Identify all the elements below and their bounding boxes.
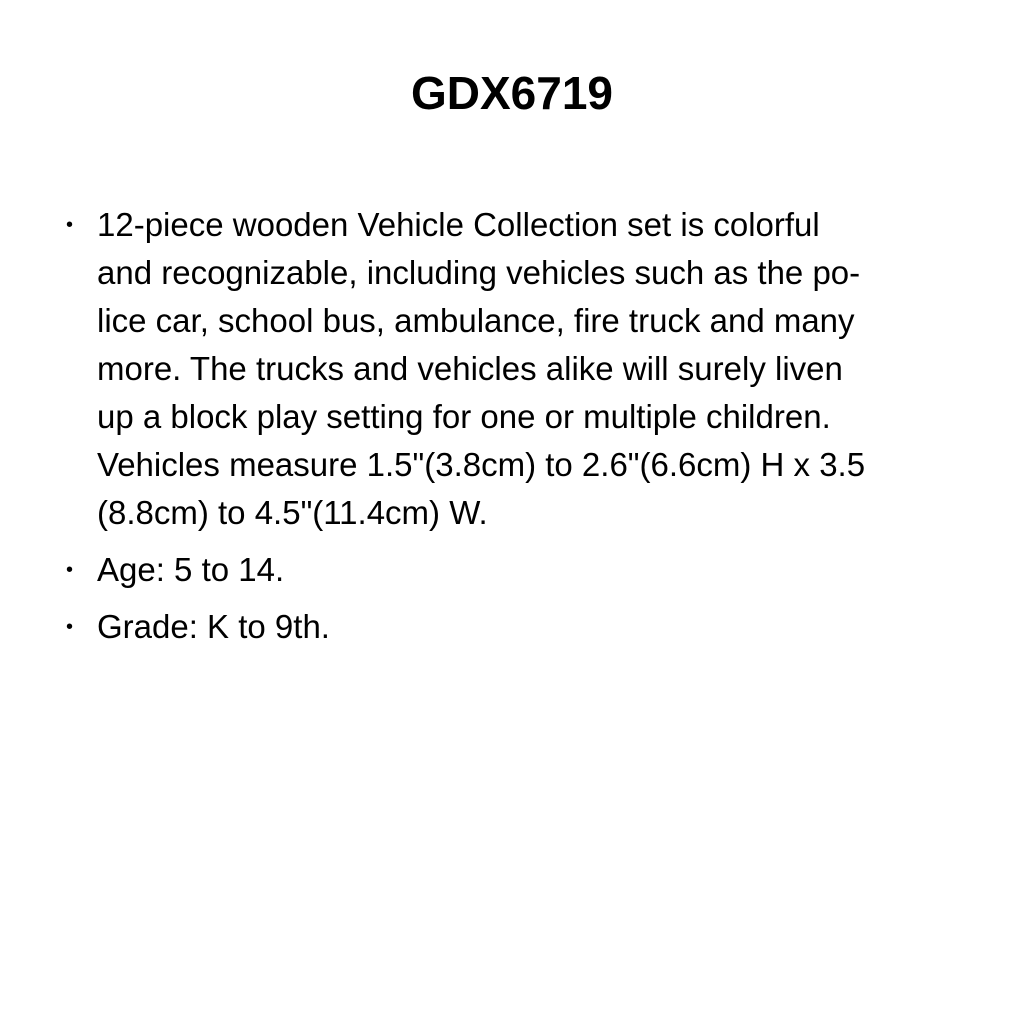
bullet-icon: •	[66, 559, 74, 581]
text-line: 12-piece wooden Vehicle Collection set is colorful	[97, 206, 820, 243]
page-title: GDX6719	[410, 67, 613, 119]
text-line: and recognizable, including vehicles such as the po-	[97, 254, 861, 291]
text-line: Grade: K to 9th.	[97, 608, 330, 645]
list-item-description	[0, 201, 1024, 537]
text-line: (8.8cm) to 4.5"(11.4cm) W.	[97, 494, 488, 531]
bullet-icon: •	[66, 214, 74, 236]
text-line: Vehicles measure 1.5"(3.8cm) to 2.6"(6.6cm) H x 3.5	[97, 446, 866, 483]
text-line: Age: 5 to 14.	[97, 551, 285, 588]
list-item-age	[0, 546, 1024, 594]
list-item-grade	[0, 603, 1024, 651]
text-line: up a block play setting for one or multiple children.	[97, 398, 831, 435]
bullet-icon: •	[66, 616, 74, 638]
text-line: more. The trucks and vehicles alike will surely liven	[97, 350, 843, 387]
text-line: lice car, school bus, ambulance, fire truck and many	[97, 302, 855, 339]
feature-list	[0, 201, 1024, 660]
